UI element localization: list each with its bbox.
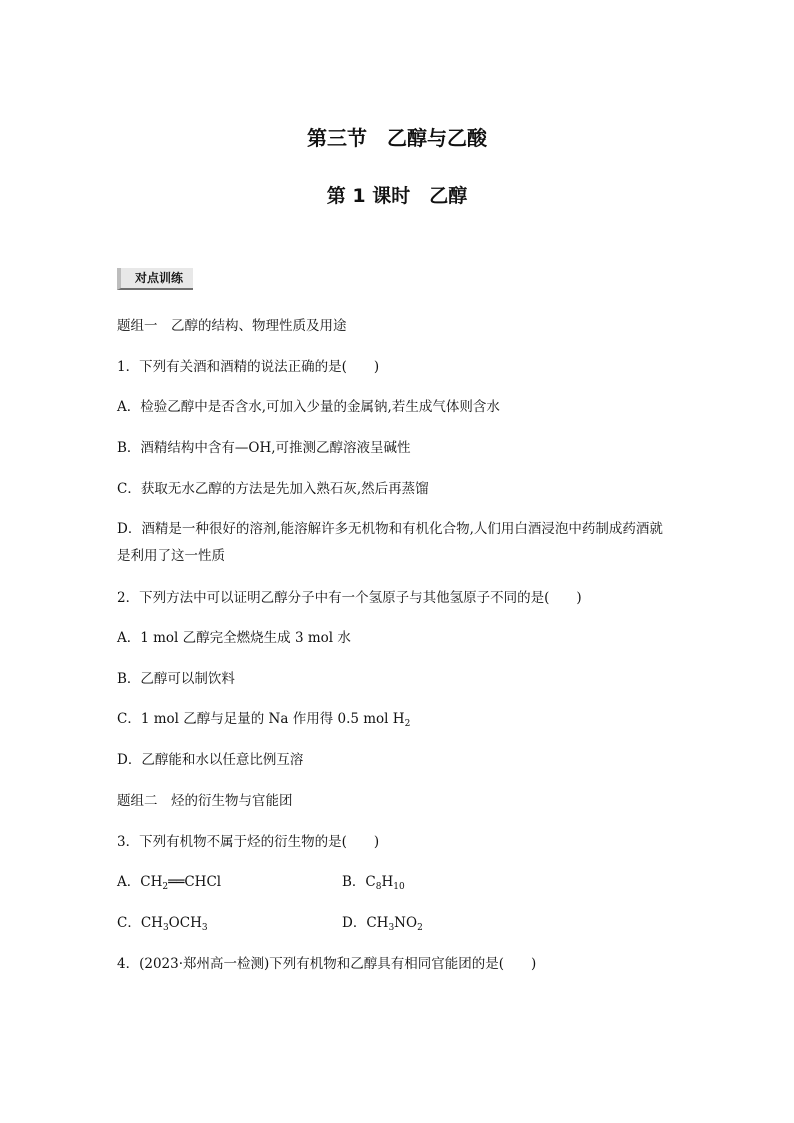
section-title: 第三节 乙醇与乙酸 xyxy=(307,126,487,150)
question-2-option-c: C．1 mol 乙醇与足量的 Na 作用得 0.5 mol $H_2$ xyxy=(117,711,411,729)
question-1-option-d: D．酒精是一种很好的溶剂,能溶解许多无机物和有机化合物,人们用白酒浸泡中药制成药酒就 xyxy=(117,521,663,537)
question-2-option-d: D．乙醇能和水以任意比例互溶 xyxy=(117,752,304,768)
group-heading-2: 题组二 烃的衍生物与官能团 xyxy=(117,793,293,809)
question-3-option-a: A．$CH_2══CHCl$ xyxy=(117,874,222,892)
question-2-option-b: B．乙醇可以制饮料 xyxy=(117,671,235,687)
question-3-option-c: C．$CH_3OCH_3$ xyxy=(117,915,208,933)
question-4-stem: 4．(2023·郑州高一检测)下列有机物和乙醇具有相同官能团的是( ) xyxy=(117,956,537,972)
lesson-title: 第 1 课时 乙醇 xyxy=(326,185,468,207)
group-heading-1: 题组一 乙醇的结构、物理性质及用途 xyxy=(117,318,347,334)
question-2-option-a: A．1 mol 乙醇完全燃烧生成 3 mol 水 xyxy=(117,630,351,646)
question-1-option-a: A．检验乙醇中是否含水,可加入少量的金属钠,若生成气体则含水 xyxy=(117,399,500,415)
question-1-stem: 1．下列有关酒和酒精的说法正确的是( ) xyxy=(117,359,380,375)
question-1-option-c: C．获取无水乙醇的方法是先加入熟石灰,然后再蒸馏 xyxy=(117,481,429,497)
question-3-option-d: D．$CH_3NO_2$ xyxy=(342,915,423,933)
question-1-option-d-continued: 是利用了这一性质 xyxy=(117,548,225,564)
question-1-option-b: B．酒精结构中含有—OH,可推测乙醇溶液呈碱性 xyxy=(117,440,411,456)
question-2-stem: 2．下列方法中可以证明乙醇分子中有一个氢原子与其他氢原子不同的是( ) xyxy=(117,590,582,606)
practice-badge: 对点训练 xyxy=(117,268,193,290)
question-3-option-b: B．$C_8H_{10}$ xyxy=(342,874,405,892)
question-3-stem: 3．下列有机物不属于烃的衍生物的是( ) xyxy=(117,834,380,850)
